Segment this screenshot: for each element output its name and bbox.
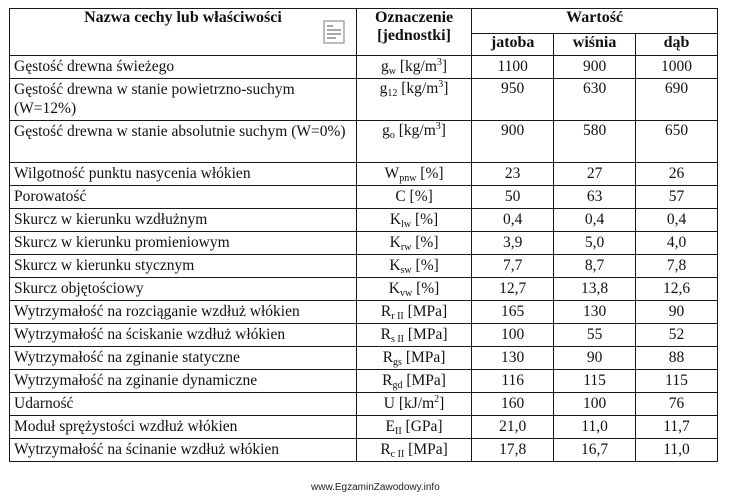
symbol-sym: R [380,441,391,458]
symbol-sup: 3 [438,79,444,90]
symbol-sym: R [382,372,393,389]
value-dab: 52 [636,324,718,347]
header-symbol-line2: [jednostki] [377,27,451,44]
property-symbol [356,439,471,462]
symbol-unit-end: ] [439,395,445,412]
value-jatoba: 900 [472,121,554,163]
value-jatoba: 23 [472,163,554,186]
value-dab: 1000 [636,56,718,79]
symbol-unit-end: ] [440,122,446,139]
property-name: Gęstość drewna świeżego [10,56,357,79]
table-row [10,347,718,370]
value-jatoba: 17,8 [472,439,554,462]
footer-source: www.EgzaminZawodowy.info [311,482,440,493]
symbol-unit: [%] [416,165,444,182]
property-name: Moduł sprężystości wzdłuż włókien [10,416,357,439]
symbol-sub: gd [392,380,403,391]
symbol-sym: K [388,280,400,297]
symbol-sym: W [384,165,400,182]
value-jatoba: 950 [472,79,554,121]
symbol-sub: pnw [399,173,417,184]
value-jatoba: 12,7 [472,278,554,301]
property-name: Skurcz w kierunku wzdłużnym [10,209,357,232]
value-jatoba: 116 [472,370,554,393]
symbol-sub: sw [400,265,412,276]
value-wisnia: 630 [554,79,636,121]
table-row [10,416,718,439]
table-row [10,393,718,416]
symbol-unit: [%] [411,234,439,251]
symbol-sub: o [389,130,395,141]
symbol-sub: lw [401,219,412,230]
property-symbol [356,209,471,232]
value-jatoba: 7,7 [472,255,554,278]
symbol-sub: rw [400,242,412,253]
property-name: Skurcz w kierunku promieniowym [10,232,357,255]
value-wisnia: 580 [554,121,636,163]
value-dab: 88 [636,347,718,370]
header-property: Nazwa cechy lub właściwości [10,9,357,56]
property-name: Wytrzymałość na rozciąganie wzdłuż włókien [10,301,357,324]
value-dab: 650 [636,121,718,163]
property-symbol [356,79,471,121]
value-dab: 7,8 [636,255,718,278]
property-symbol [356,370,471,393]
property-symbol [356,324,471,347]
value-dab: 57 [636,186,718,209]
value-wisnia: 27 [554,163,636,186]
value-wisnia: 115 [554,370,636,393]
symbol-sub: c II [390,449,405,460]
table-row [10,232,718,255]
value-dab: 690 [636,79,718,121]
symbol-sym: C [395,188,406,205]
property-symbol [356,347,471,370]
value-wisnia: 90 [554,347,636,370]
symbol-sym: R [382,349,394,366]
value-wisnia: 63 [554,186,636,209]
symbol-sub: s II [390,334,405,345]
value-dab: 90 [636,301,718,324]
header-value: Wartość [472,9,718,34]
table-row [10,255,718,278]
table-row [10,370,718,393]
value-jatoba: 160 [472,393,554,416]
wood-properties-table [9,8,718,462]
table-row [10,324,718,347]
symbol-sym: g [379,80,388,97]
table-row [10,186,718,209]
value-wisnia: 900 [554,56,636,79]
symbol-unit: [MPa] [404,326,448,343]
property-name: Wytrzymałość na zginanie dynamiczne [10,370,357,393]
symbol-unit: [%] [411,257,439,274]
value-dab: 11,7 [636,416,718,439]
header-symbol [356,9,471,56]
value-dab: 4,0 [636,232,718,255]
symbol-sub: II [395,426,402,437]
symbol-sub: vw [399,288,413,299]
table-row [10,278,718,301]
property-symbol [356,278,471,301]
property-symbol [356,232,471,255]
property-name: Gęstość drewna w stanie absolutnie suchym (W=0%) [10,121,357,163]
symbol-unit: [MPa] [403,303,448,320]
property-name: Wytrzymałość na zginanie statyczne [10,347,357,370]
symbol-unit: [kg/m [396,58,437,75]
symbol-unit: [MPa] [402,372,446,389]
property-name: Udarność [10,393,357,416]
symbol-unit: [kJ/m [394,395,435,412]
value-dab: 11,0 [636,439,718,462]
value-wisnia: 8,7 [554,255,636,278]
property-symbol [356,416,471,439]
symbol-sup: 3 [435,121,441,132]
value-jatoba: 0,4 [472,209,554,232]
property-name: Gęstość drewna w stanie powietrzno-suchym (W=12%) [10,79,357,121]
header-symbol-line1: Oznaczenie [374,9,454,26]
table-row [10,56,718,79]
value-wisnia: 100 [554,393,636,416]
property-symbol [356,393,471,416]
property-name: Porowatość [10,186,357,209]
property-symbol [356,186,471,209]
value-jatoba: 130 [472,347,554,370]
symbol-unit: [MPa] [404,441,448,458]
table-row [10,209,718,232]
value-dab: 115 [636,370,718,393]
property-name: Skurcz w kierunku stycznym [10,255,357,278]
value-jatoba: 50 [472,186,554,209]
symbol-sub: r II [391,311,404,322]
value-wisnia: 11,0 [554,416,636,439]
value-jatoba: 100 [472,324,554,347]
value-wisnia: 13,8 [554,278,636,301]
value-dab: 26 [636,163,718,186]
symbol-sym: K [389,211,402,228]
property-name: Wytrzymałość na ścinanie wzdłuż włókien [10,439,357,462]
symbol-sym: R [380,303,392,320]
symbol-unit: [%] [411,211,439,228]
symbol-sub: 12 [387,88,398,99]
value-jatoba: 3,9 [472,232,554,255]
symbol-unit-end: ] [441,58,448,75]
symbol-sym: g [381,58,389,75]
symbol-sym: U [383,395,395,412]
property-symbol [356,255,471,278]
value-dab: 12,6 [636,278,718,301]
header-species-jatoba: jatoba [472,33,554,55]
value-wisnia: 0,4 [554,209,636,232]
symbol-sup: 3 [436,57,442,68]
symbol-sub: gs [393,357,402,368]
property-name: Wilgotność punktu nasycenia włókien [10,163,357,186]
table-row [10,439,718,462]
header-species-dab: dąb [636,33,718,55]
property-symbol [356,301,471,324]
table-row [10,301,718,324]
symbol-sym: R [380,326,391,343]
value-jatoba: 21,0 [472,416,554,439]
watermark-stamp-icon [323,20,345,44]
table-row [10,121,718,163]
property-symbol [356,163,471,186]
property-name: Skurcz objętościowy [10,278,357,301]
property-name: Wytrzymałość na ściskanie wzdłuż włókien [10,324,357,347]
property-symbol [356,56,471,79]
table-row [10,163,718,186]
value-wisnia: 5,0 [554,232,636,255]
symbol-sym: K [389,234,401,251]
value-jatoba: 165 [472,301,554,324]
symbol-sym: K [389,257,401,274]
value-dab: 76 [636,393,718,416]
table-row [10,79,718,121]
symbol-unit: [MPa] [401,349,446,366]
header-species-wisnia: wiśnia [554,33,636,55]
value-wisnia: 55 [554,324,636,347]
symbol-unit: [kg/m [394,122,436,139]
symbol-unit: [%] [405,188,433,205]
value-wisnia: 16,7 [554,439,636,462]
symbol-unit: [kg/m [397,80,439,97]
symbol-unit: [%] [412,280,440,297]
value-wisnia: 130 [554,301,636,324]
symbol-sub: w [388,66,396,77]
value-jatoba: 1100 [472,56,554,79]
symbol-unit-end: ] [443,80,449,97]
symbol-sym: E [385,418,395,435]
symbol-sup: 2 [434,394,440,405]
value-dab: 0,4 [636,209,718,232]
symbol-unit: [GPa] [401,418,443,435]
property-symbol [356,121,471,163]
symbol-sym: g [382,122,390,139]
